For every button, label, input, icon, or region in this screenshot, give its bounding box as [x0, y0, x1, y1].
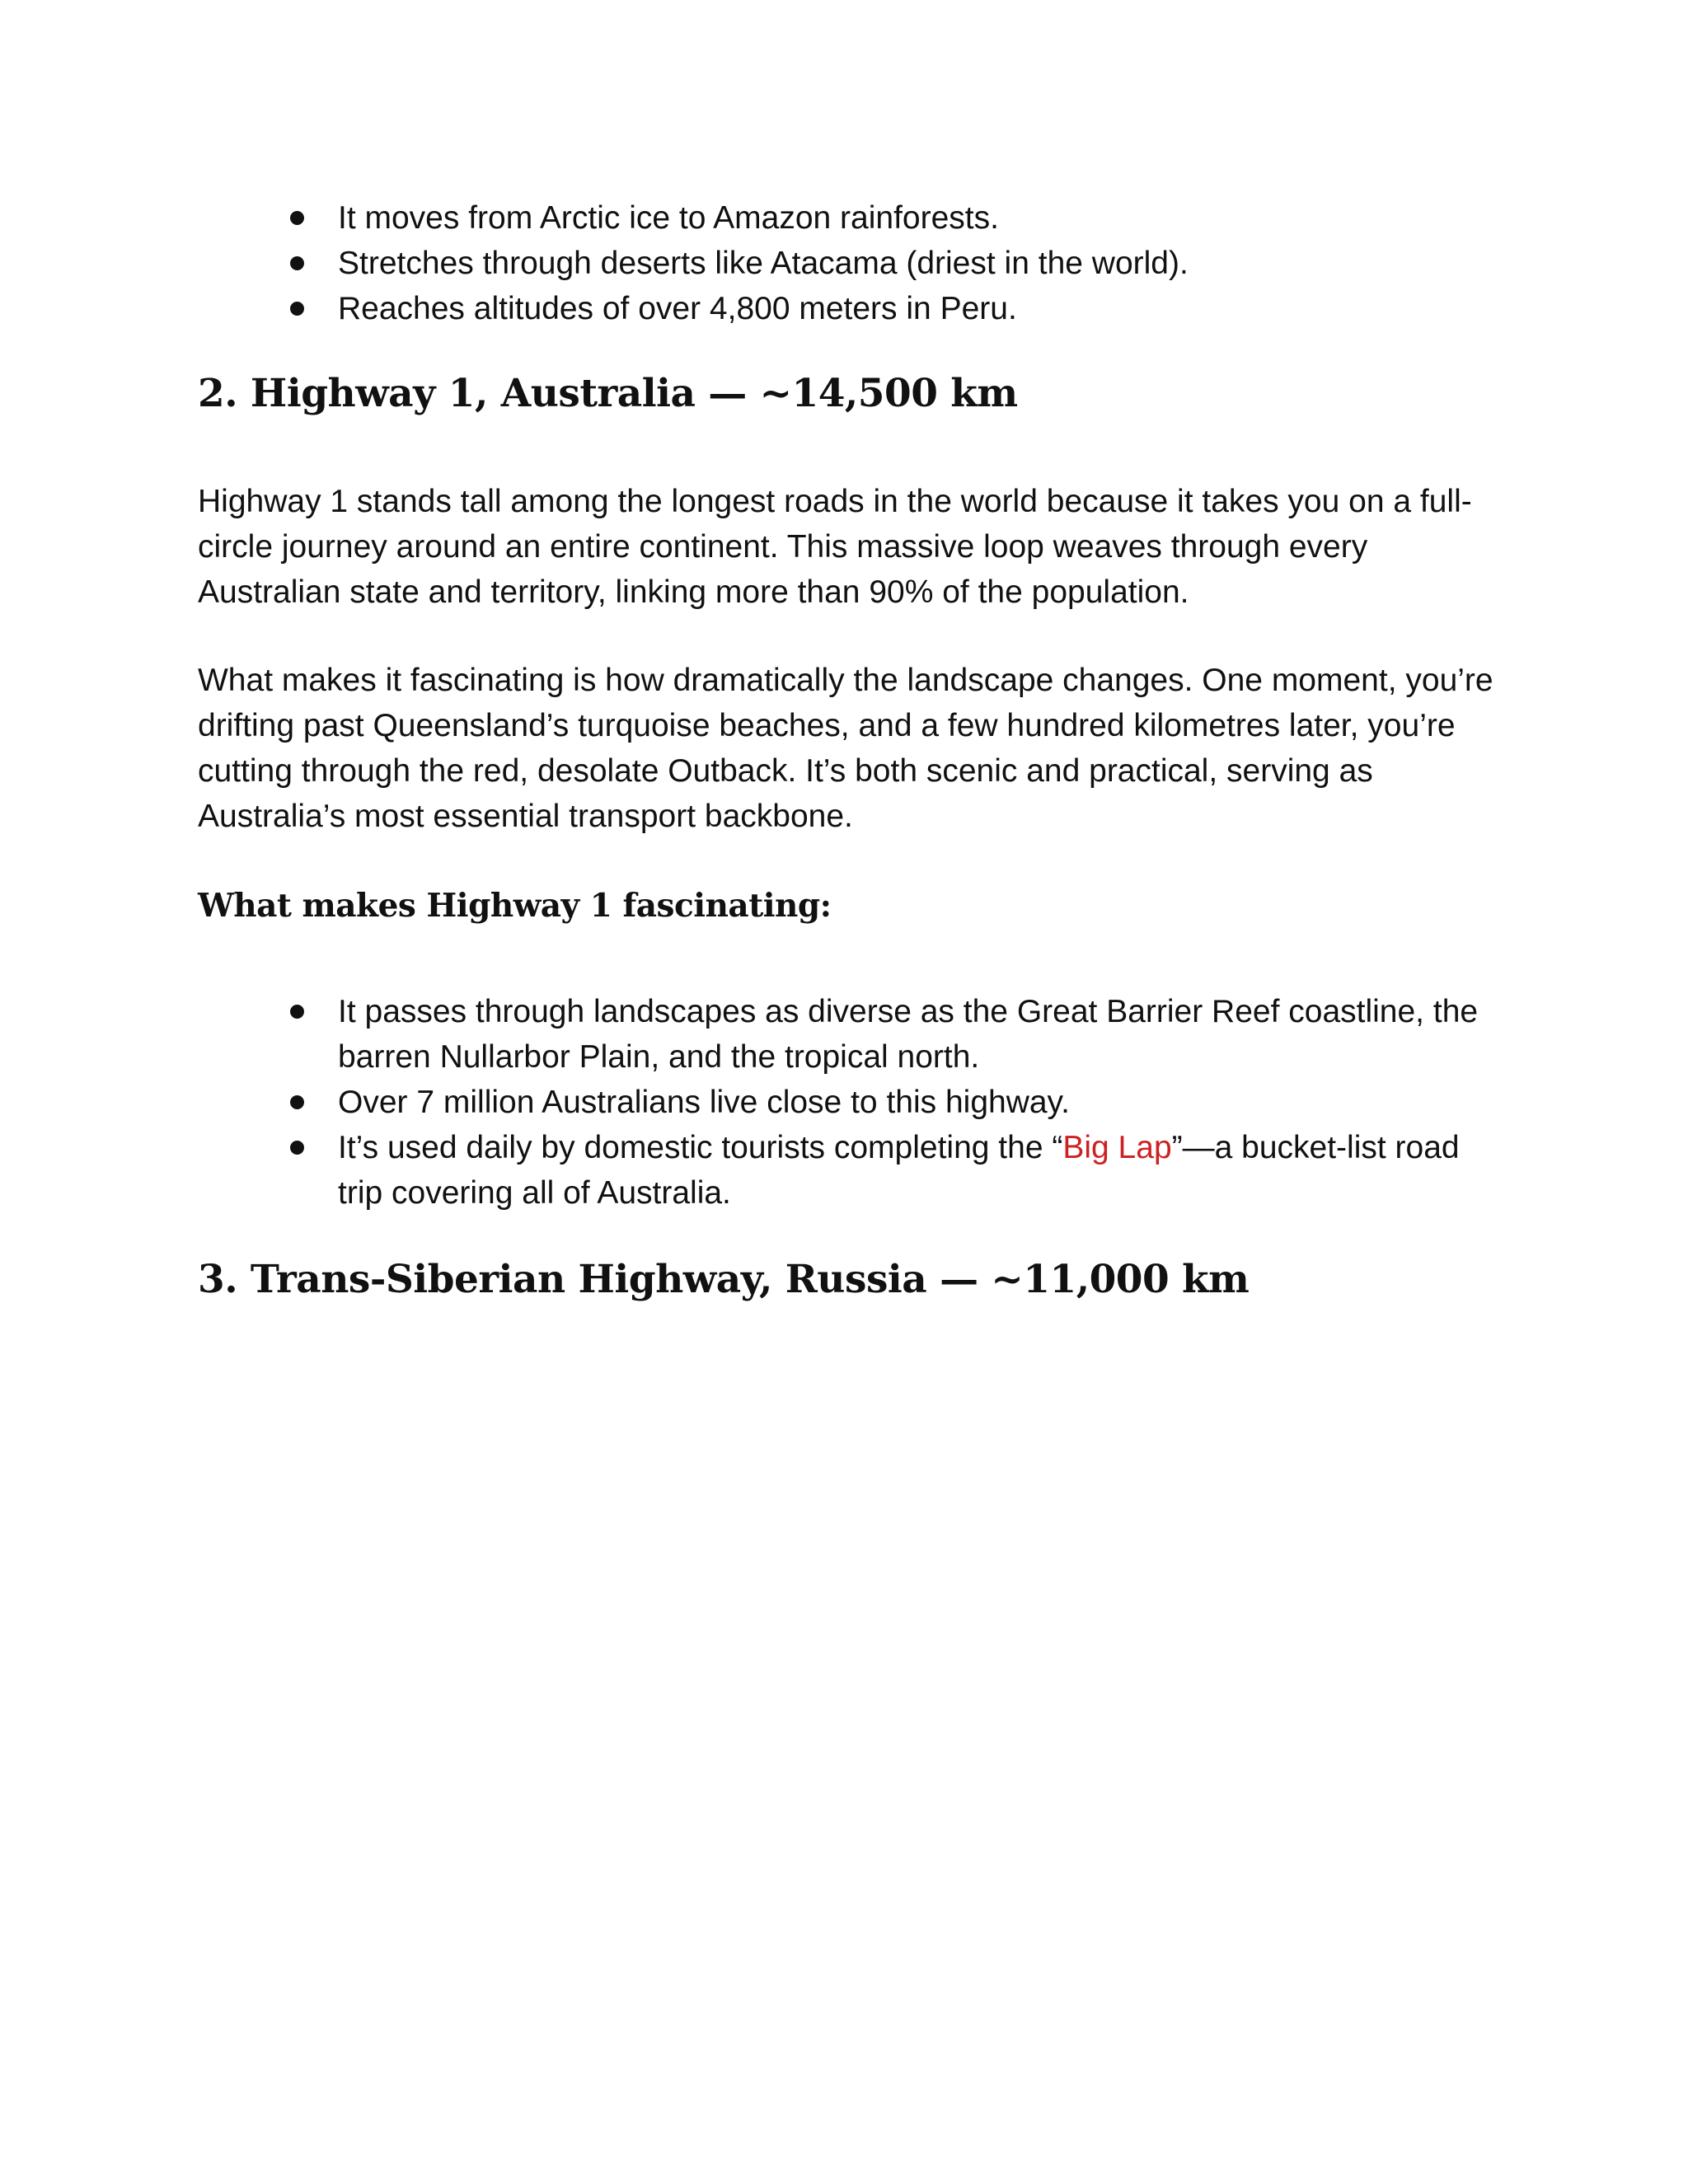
bullet-icon — [290, 302, 304, 316]
list-item — [198, 286, 1500, 331]
list-item — [198, 241, 1500, 286]
list-item-text: Over 7 million Australians live close to this highway. — [338, 1085, 1070, 1120]
list-item-text-after-link: ”—a bucket-list road trip covering all of Australia. — [338, 1130, 1460, 1211]
bullet-icon — [290, 1095, 304, 1109]
continued-bullet-list — [198, 195, 1500, 331]
highway-1-bullet-list — [198, 989, 1500, 1216]
bullet-icon — [290, 256, 304, 270]
bullet-icon — [290, 1005, 304, 1019]
bullet-icon — [290, 1141, 304, 1155]
subheading-fascinating: What makes Highway 1 fascinating: — [198, 887, 832, 925]
section-heading-highway-1: 2. Highway 1, Australia — ~14,500 km — [198, 371, 1018, 416]
list-item-text: Stretches through deserts like Atacama (driest in the world). — [338, 246, 1189, 281]
list-item-text-before-link: It’s used daily by domestic tourists completing the “ — [338, 1130, 1063, 1165]
list-item — [198, 989, 1500, 1080]
section-heading-trans-siberian: 3. Trans-Siberian Highway, Russia — ~11,000 km — [198, 1257, 1250, 1302]
paragraph-landscape: What makes it fascinating is how dramatically the landscape changes. One moment, you’re drifting past Queensland’s turquoise beaches, and a few hundred kilometres later, you’re cutting through the red, desolate Outback. It’s both scenic and practical, serving as Australia’s most essential transport backbone. — [198, 663, 1493, 834]
list-item-text: Reaches altitudes of over 4,800 meters in Peru. — [338, 291, 1017, 326]
list-item — [198, 195, 1500, 241]
list-item — [198, 1125, 1500, 1216]
list-item-text: It moves from Arctic ice to Amazon rainforests. — [338, 200, 999, 236]
bullet-icon — [290, 211, 304, 225]
list-item — [198, 1080, 1500, 1125]
paragraph-intro: Highway 1 stands tall among the longest roads in the world because it takes you on a full-circle journey around an entire continent. This massive loop weaves through every Australian state and territory, linking more than 90% of the population. — [198, 484, 1472, 610]
big-lap-link[interactable]: Big Lap — [1062, 1130, 1172, 1165]
list-item-text: It passes through landscapes as diverse as the Great Barrier Reef coastline, the barren Nullarbor Plain, and the tropical north. — [338, 994, 1479, 1075]
